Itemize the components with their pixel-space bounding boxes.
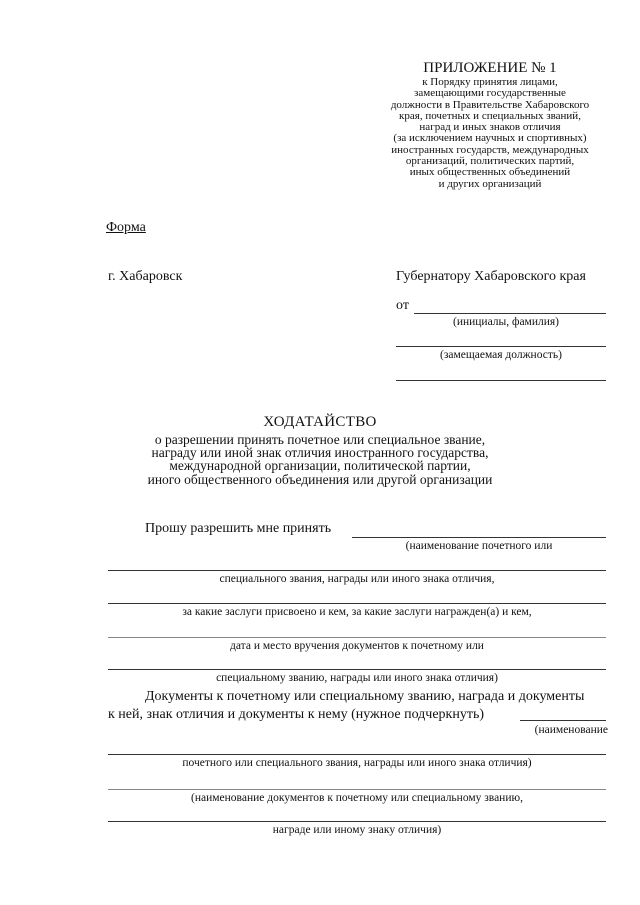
- extra-line: [396, 380, 606, 381]
- caption-documents-name: (наименование документов к почетному или специальному званию,: [191, 792, 523, 804]
- blank-line: [108, 669, 606, 670]
- documents-paragraph: [108, 688, 610, 724]
- documents-blank-line: [520, 720, 606, 721]
- blank-line: [108, 821, 606, 822]
- blank-line: [108, 637, 606, 638]
- subtitle-line: иного общественного объединения или другой организации: [147, 471, 493, 487]
- appendix-line: и других организаций: [438, 177, 542, 190]
- caption-award-sign: награде или иному знаку отличия): [272, 824, 442, 836]
- addressee-label: Губернатору Хабаровского края: [396, 269, 586, 284]
- blank-line: [108, 570, 606, 571]
- appendix-line: к Порядку принятия лицами,: [422, 76, 558, 88]
- document-title: ХОДАТАЙСТВО: [263, 414, 377, 430]
- appendix-line: замещающими государственные: [414, 87, 566, 100]
- blank-line: [108, 754, 606, 755]
- document-subtitle: [0, 433, 640, 486]
- subtitle-line: награду или иной знак отличия иностранного государства,: [151, 445, 489, 461]
- caption-award: специального звания, награды или иного знака отличия,: [219, 573, 495, 585]
- caption-name: (наименование: [534, 724, 608, 736]
- from-label: от: [396, 298, 409, 313]
- appendix-line: иностранных государств, международных: [391, 143, 589, 156]
- appendix-line: наград и иных знаков отличия: [419, 121, 561, 134]
- caption-title-name: (наименование почетного или: [405, 540, 553, 552]
- caption-special-title: специальному званию, награды или иного знака отличия): [216, 672, 498, 684]
- appendix-line: (за исключением научных и спортивных): [393, 132, 587, 145]
- initials-line: [414, 313, 606, 314]
- blank-line: [108, 789, 606, 790]
- appendix-line: иных общественных объединений: [409, 166, 571, 179]
- request-line: [352, 537, 606, 538]
- appendix-heading: ПРИЛОЖЕНИЕ № 1: [423, 60, 557, 76]
- appendix-line: должности в Правительстве Хабаровского: [390, 98, 590, 111]
- city-label: г. Хабаровск: [108, 269, 183, 284]
- documents-line: Документы к почетному или специальному званию, награда и документы: [145, 689, 585, 704]
- request-text: Прошу разрешить мне принять: [145, 521, 332, 536]
- position-line: [396, 346, 606, 347]
- blank-line: [108, 603, 606, 604]
- caption-merits: за какие заслуги присвоено и кем, за какие заслуги награжден(а) и кем,: [182, 606, 532, 618]
- caption-position: (замещаемая должность): [440, 349, 562, 361]
- appendix-block: [370, 60, 610, 190]
- form-label: Форма: [106, 220, 146, 235]
- subtitle-line: о разрешении принять почетное или специальное звание,: [154, 432, 486, 447]
- subtitle-line: международной организации, политической партии,: [169, 458, 471, 474]
- documents-line: к ней, знак отличия и документы к нему (нужное подчеркнуть): [108, 707, 485, 722]
- appendix-line: организаций, политических партий,: [405, 155, 575, 168]
- caption-award-name: почетного или специального звания, награды или иного знака отличия): [182, 757, 532, 769]
- caption-date-place: дата и место вручения документов к почетному или: [230, 640, 484, 652]
- appendix-line: края, почетных и специальных званий,: [399, 109, 581, 122]
- caption-initials: (инициалы, фамилия): [452, 316, 560, 328]
